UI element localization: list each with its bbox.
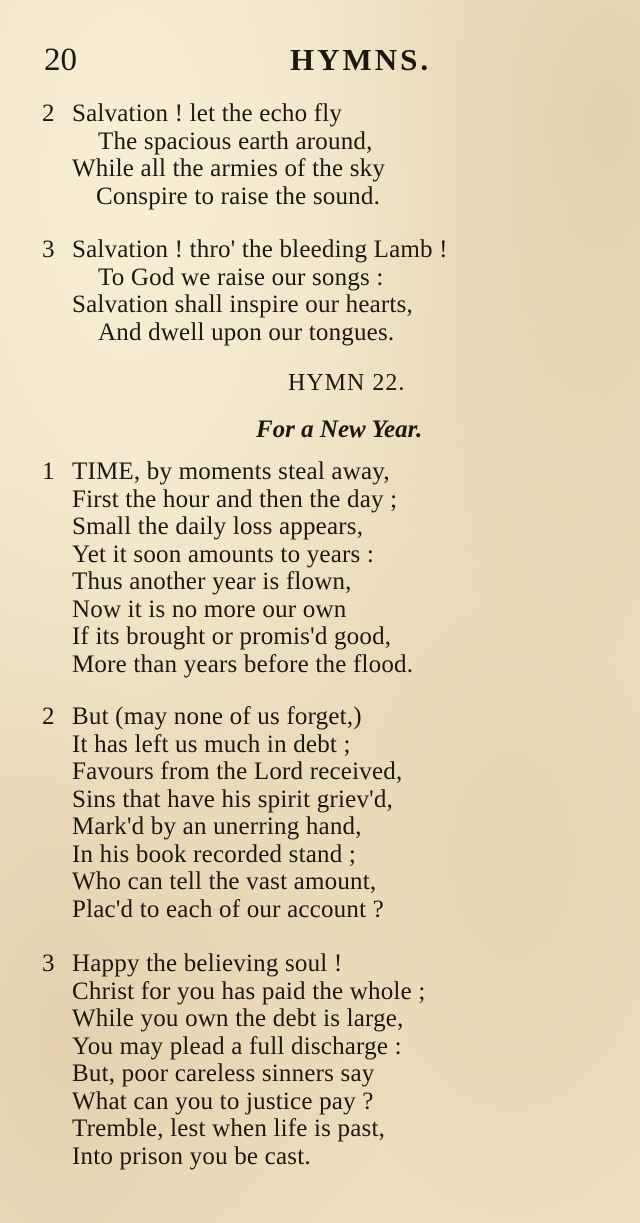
verse-line: Favours from the Lord received, bbox=[72, 758, 403, 785]
verse-line: Into prison you be cast. bbox=[72, 1142, 311, 1170]
verse-line: TIME, by moments steal away, bbox=[72, 458, 390, 485]
verse-line: But, poor careless sinners say bbox=[72, 1060, 375, 1087]
stanza-prev-2 bbox=[42, 100, 632, 210]
verse-line: Salvation ! let the echo fly bbox=[72, 100, 343, 127]
verse-line: Plac'd to each of our account ? bbox=[72, 895, 384, 923]
verse-line: Tremble, lest when life is past, bbox=[72, 1115, 386, 1142]
verse-line: Thus another year is flown, bbox=[72, 568, 352, 595]
stanza-number: 3 bbox=[42, 236, 55, 263]
verse-line: It has left us much in debt ; bbox=[72, 730, 351, 758]
verse-line: Mark'd by an unerring hand, bbox=[72, 813, 362, 840]
verse-line: Now it is no more our own bbox=[72, 595, 347, 623]
page-header bbox=[40, 40, 440, 80]
verse-line: In his book recorded stand ; bbox=[72, 840, 357, 868]
verse-line: Who can tell the vast amount, bbox=[72, 868, 377, 895]
verse-line: You may plead a full discharge : bbox=[72, 1032, 402, 1060]
verse-line: First the hour and then the day ; bbox=[72, 485, 398, 513]
stanza-3 bbox=[42, 950, 632, 1170]
hymn-title: HYMN 22. bbox=[288, 370, 406, 396]
verse-line: Salvation shall inspire our hearts, bbox=[72, 291, 413, 318]
stanza-1 bbox=[42, 458, 632, 678]
page-number: 20 bbox=[44, 42, 77, 78]
verse-line: While all the armies of the sky bbox=[72, 155, 386, 182]
running-head: HYMNS. bbox=[290, 42, 432, 77]
verse-line: To God we raise our songs : bbox=[98, 263, 384, 291]
verse-line: And dwell upon our tongues. bbox=[98, 318, 395, 346]
verse-line: Happy the believing soul ! bbox=[72, 950, 343, 977]
verse-line: Salvation ! thro' the bleeding Lamb ! bbox=[72, 236, 448, 263]
verse-line: While you own the debt is large, bbox=[72, 1005, 404, 1032]
stanza-2 bbox=[42, 703, 632, 923]
verse-line: But (may none of us forget,) bbox=[72, 703, 362, 730]
verse-line: Christ for you has paid the whole ; bbox=[72, 977, 426, 1005]
stanza-number: 3 bbox=[42, 950, 55, 977]
stanza-prev-3 bbox=[42, 236, 632, 346]
verse-line: Small the daily loss appears, bbox=[72, 513, 364, 540]
verse-line: Sins that have his spirit griev'd, bbox=[72, 785, 393, 813]
hymn-subtitle: For a New Year. bbox=[256, 416, 423, 443]
stanza-number: 1 bbox=[42, 458, 55, 485]
stanza-number: 2 bbox=[42, 703, 55, 730]
verse-line: The spacious earth around, bbox=[98, 127, 373, 155]
verse-line: Conspire to raise the sound. bbox=[96, 182, 381, 210]
verse-line: Yet it soon amounts to years : bbox=[72, 540, 375, 568]
verse-line: If its brought or promis'd good, bbox=[72, 623, 392, 650]
verse-line: More than years before the flood. bbox=[72, 650, 414, 678]
verse-line: What can you to justice pay ? bbox=[72, 1087, 374, 1115]
stanza-number: 2 bbox=[42, 100, 55, 127]
